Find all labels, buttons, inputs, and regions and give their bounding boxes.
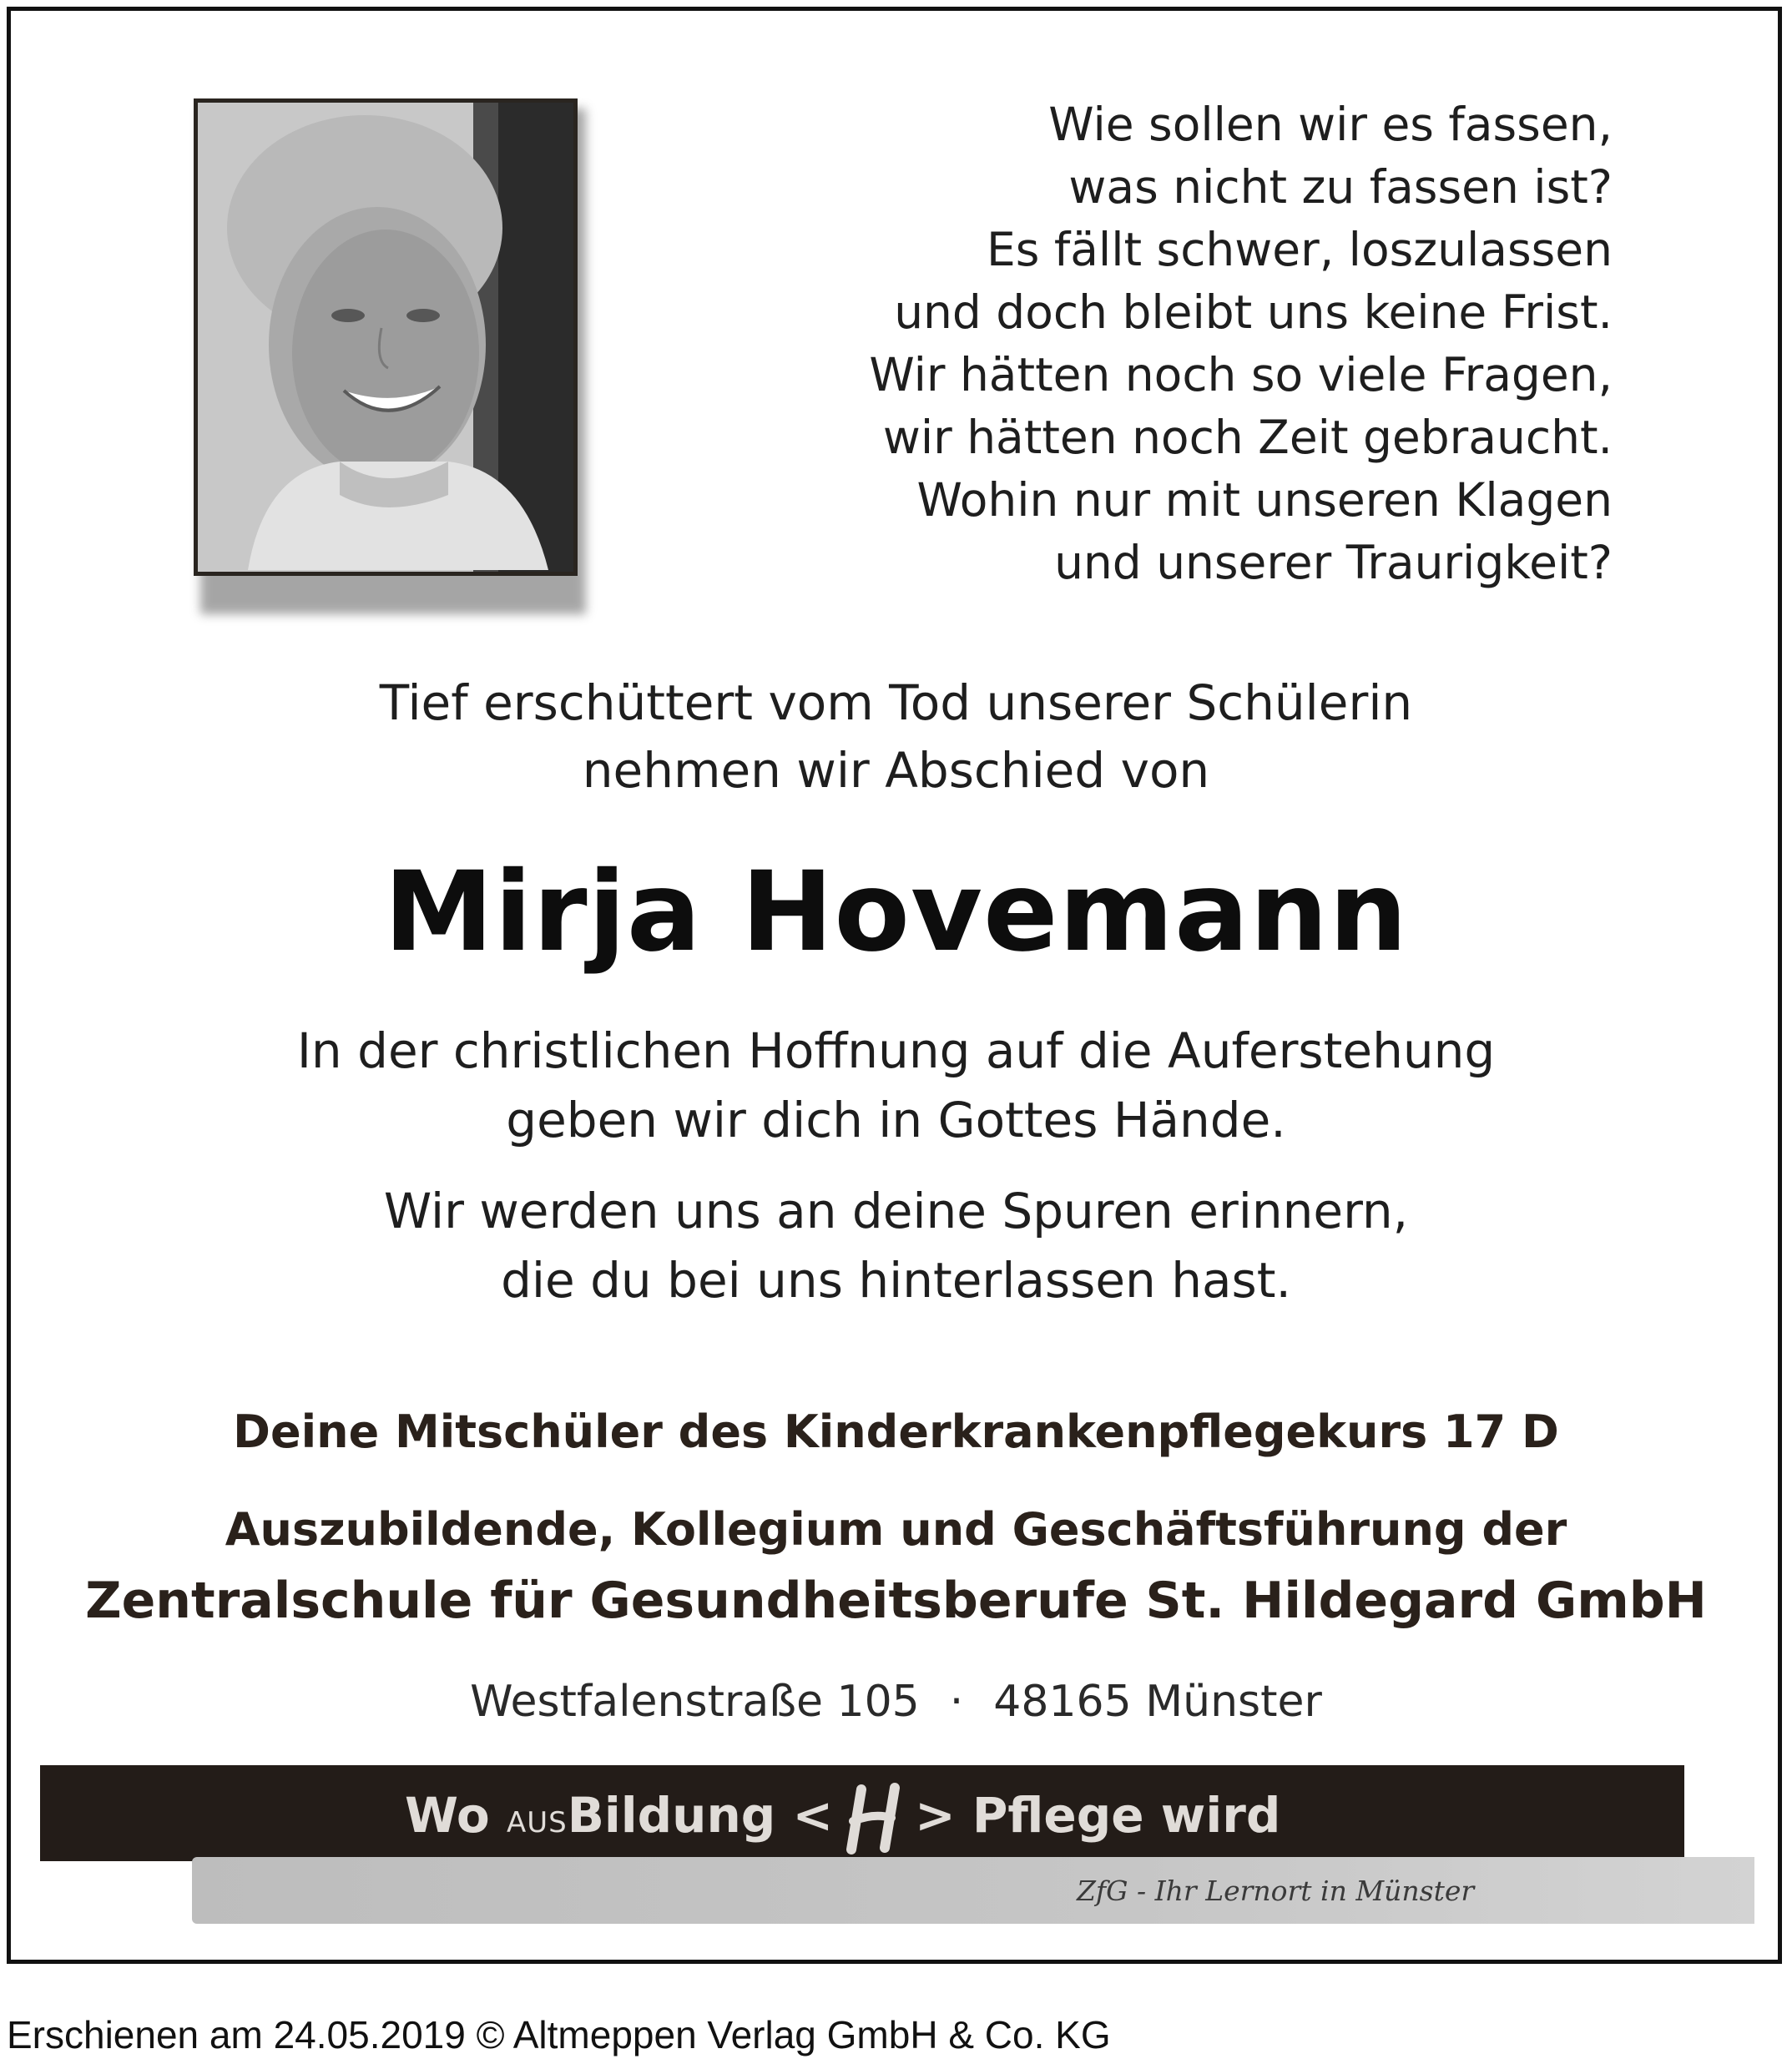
banner-tagline: ZfG - Ihr Lernort in Münster bbox=[1077, 1875, 1475, 1907]
traces-line: die du bei uns hinterlassen hast. bbox=[501, 1252, 1291, 1309]
poem bbox=[778, 93, 1613, 594]
poem-line: Wohin nur mit unseren Klagen bbox=[916, 473, 1613, 527]
banner-shade bbox=[192, 1857, 1754, 1924]
banner-slogan bbox=[405, 1778, 1280, 1853]
poem-line: Wir hätten noch so viele Fragen, bbox=[869, 348, 1613, 401]
hope-line: In der christlichen Hoffnung auf die Auferstehung bbox=[296, 1022, 1496, 1079]
hildegard-h-logo-icon bbox=[836, 1781, 911, 1856]
poem-line: und unserer Traurigkeit? bbox=[1054, 536, 1613, 589]
portrait-photo bbox=[194, 98, 578, 576]
intro-line: Tief erschüttert vom Tod unserer Schülerin bbox=[379, 674, 1413, 731]
sender-staff-line: Auszubildende, Kollegium und Geschäftsführung der bbox=[225, 1503, 1567, 1556]
poem-line: Wie sollen wir es fassen, bbox=[1048, 98, 1613, 151]
sender-classmates: Deine Mitschüler des Kinderkrankenpflegekurs 17 D bbox=[233, 1405, 1559, 1458]
sender-school-name: Zentralschule für Gesundheitsberufe St. Hildegard GmbH bbox=[85, 1572, 1707, 1630]
banner-slogan-part: Wo bbox=[405, 1787, 507, 1844]
poem-line: wir hätten noch Zeit gebraucht. bbox=[882, 411, 1613, 464]
banner-slogan-part: Bildung < bbox=[567, 1787, 834, 1844]
poem-line: und doch bleibt uns keine Frist. bbox=[894, 285, 1613, 339]
traces-line: Wir werden uns an deine Spuren erinnern, bbox=[383, 1183, 1409, 1239]
address-city: 48165 Münster bbox=[993, 1677, 1322, 1727]
sender-staff bbox=[0, 1496, 1792, 1638]
intro-line: nehmen wir Abschied von bbox=[582, 742, 1210, 799]
hope-line: geben wir dich in Gottes Hände. bbox=[506, 1092, 1286, 1148]
poem-line: Es fällt schwer, loszulassen bbox=[986, 223, 1613, 276]
address bbox=[0, 1669, 1792, 1734]
banner-slogan-part: AUS bbox=[506, 1806, 568, 1839]
hope-text bbox=[0, 1017, 1792, 1155]
poem-line: was nicht zu fassen ist? bbox=[1068, 160, 1613, 214]
banner-slogan-part: > Pflege wird bbox=[915, 1787, 1281, 1844]
intro-text bbox=[0, 669, 1792, 805]
address-street: Westfalenstraße 105 bbox=[470, 1677, 920, 1727]
address-separator: · bbox=[949, 1677, 964, 1727]
deceased-name: Mirja Hovemann bbox=[383, 848, 1409, 976]
publication-footer: Erschienen am 24.05.2019 © Altmeppen Verlag GmbH & Co. KG bbox=[7, 2013, 1111, 2056]
traces-text bbox=[0, 1177, 1792, 1315]
